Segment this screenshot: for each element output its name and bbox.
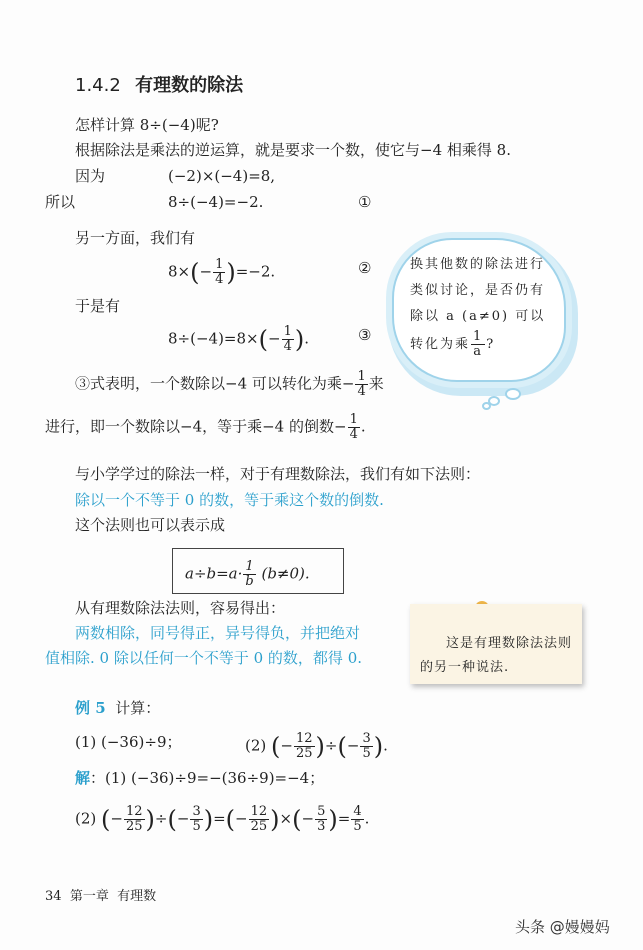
marker-2: ② bbox=[358, 259, 372, 277]
question: 怎样计算 8÷(−4)呢? bbox=[75, 116, 219, 134]
sticky-note: 这是有理数除法法则的另一种说法. bbox=[410, 604, 582, 684]
equation-3: 8÷(−4)=8×(− $\frac{1}{4}$ ). bbox=[168, 324, 309, 354]
sign-rule: 两数相除，同号得正，异号得负，并把绝对 bbox=[75, 624, 361, 642]
paragraph: 另一方面，我们有 bbox=[75, 229, 196, 247]
watermark: 头条 @嫚嫚妈 bbox=[515, 918, 610, 936]
equation-2: 8×(− $\frac{1}{4}$ )=−2. bbox=[168, 257, 276, 287]
bubble-dot bbox=[482, 402, 491, 410]
paragraph: ③式表明，一个数除以−4 可以转化为乘− $\frac{1}{4}$ 来 bbox=[75, 369, 384, 399]
so-label: 所以 bbox=[45, 193, 76, 211]
example-heading: 例 5 计算： bbox=[75, 699, 161, 717]
marker-3: ③ bbox=[358, 326, 372, 344]
paragraph: 从有理数除法法则，容易得出： bbox=[75, 599, 286, 617]
formula: a÷b=a· $\frac{1}{b}$ (b≠0). bbox=[185, 559, 310, 589]
because-label: 因为 bbox=[75, 167, 106, 185]
sign-rule: 值相除. 0 除以任何一个不等于 0 的数，都得 0. bbox=[45, 649, 363, 667]
page-footer: 34 第一章 有理数 bbox=[45, 889, 157, 904]
paragraph: 根据除法是乘法的逆运算，就是要求一个数，使它与−4 相乘得 8. bbox=[75, 141, 511, 159]
example-2: (2) (− $\frac{12}{25}$ )÷(− $\frac{3}{5}$ ). bbox=[245, 731, 388, 761]
bubble-dot bbox=[505, 388, 521, 400]
paragraph: 这个法则也可以表示成 bbox=[75, 516, 226, 534]
example-1: (1) (−36)÷9； bbox=[75, 733, 182, 751]
equation-1: 8÷(−4)=−2. bbox=[168, 193, 264, 211]
paragraph: 于是有 bbox=[75, 297, 121, 315]
solution-1: 解：(1) (−36)÷9=−(36÷9)=−4； bbox=[75, 769, 325, 787]
marker-1: ① bbox=[358, 193, 372, 211]
solution-2: (2) (− $\frac{12}{25}$ )÷(− $\frac{3}{5}$ )=(− $\frac{12}{25}$ )×(− $\frac{5}{3}$ )= $\frac{4}{5}$ . bbox=[75, 804, 370, 834]
paragraph: 与小学学过的除法一样，对于有理数除法，我们有如下法则： bbox=[75, 465, 481, 483]
paragraph: 进行，即一个数除以−4，等于乘−4 的倒数− $\frac{1}{4}$ . bbox=[45, 412, 366, 442]
equation: (−2)×(−4)=8, bbox=[168, 167, 276, 185]
section-title: 1.4.2 有理数的除法 bbox=[75, 75, 244, 96]
thought-bubble: 换其他数的除法进行类似讨论，是否仍有除以 a (a≠0) 可以转化为乘 $\frac{1}{a}$ ? bbox=[392, 238, 566, 382]
division-rule: 除以一个不等于 0 的数，等于乘这个数的倒数. bbox=[75, 491, 384, 509]
